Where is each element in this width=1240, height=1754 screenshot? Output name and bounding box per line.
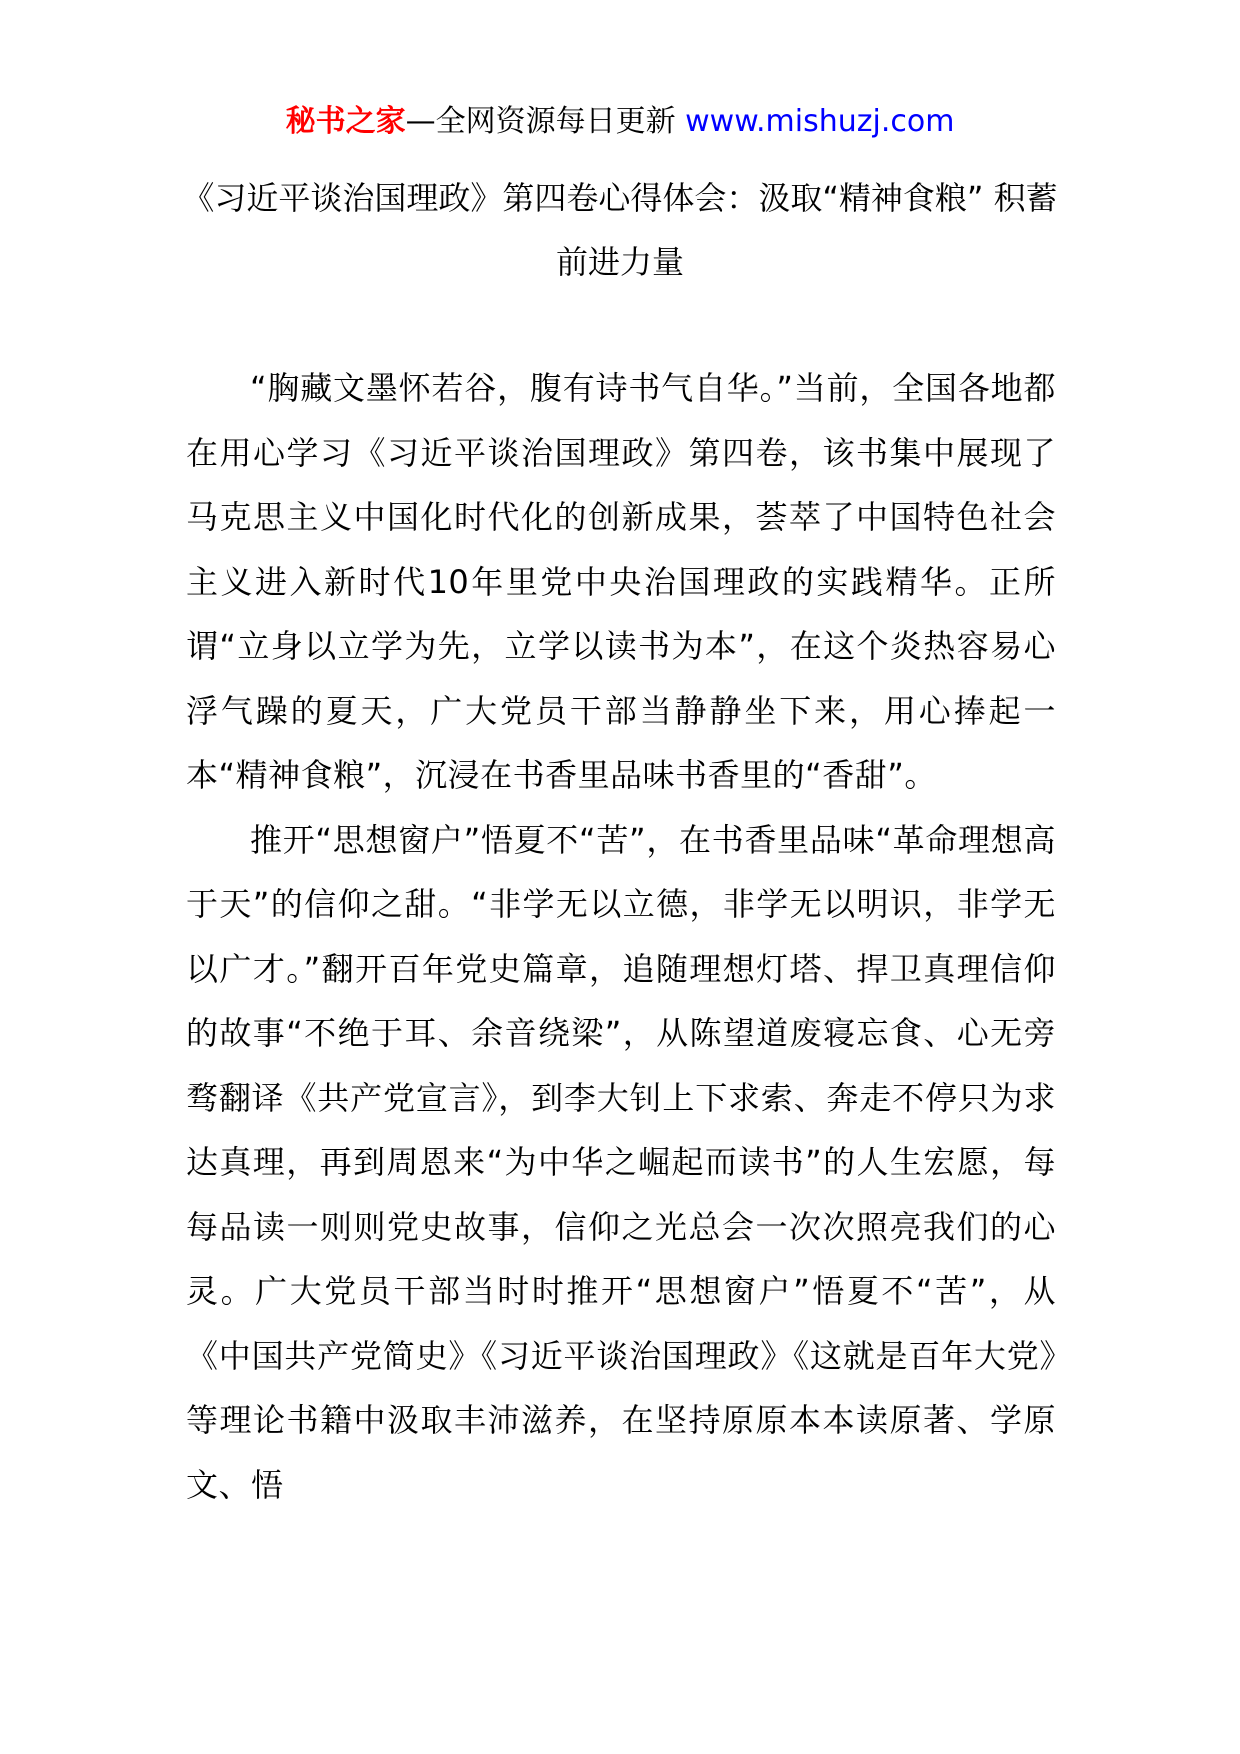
site-url-link[interactable]: www.mishuzj.com xyxy=(685,104,955,139)
paragraph: 推开“思想窗户”悟夏不“苦”，在书香里品味“革命理想高于天”的信仰之甜。“非学无以立德，非学无以明识，非学无以广才。”翻开百年党史篇章，追随理想灯塔、捍卫真理信仰的故事“不绝于耳、余音绕梁”，从陈望道废寝忘食、心无旁骛翻译《共产党宣言》，到李大钊上下求索、奔走不停只为求达真理，再到周恩来“为中华之崛起而读书”的人生宏愿，每每品读一则则党史故事，信仰之光总会一次次照亮我们的心灵。广大党员干部当时时推开“思想窗户”悟夏不“苦”，从《中国共产党简史》《习近平谈治国理政》《这就是百年大党》等理论书籍中汲取丰沛滋养，在坚持原原本本读原著、学原文、悟 xyxy=(186,820,1056,1504)
site-header xyxy=(0,100,1240,144)
site-tagline: —全网资源每日更新 xyxy=(405,104,686,139)
paragraph: “胸藏文墨怀若谷，腹有诗书气自华。”当前，全国各地都在用心学习《习近平谈治国理政》第四卷，该书集中展现了马克思主义中国化时代化的创新成果，荟萃了中国特色社会主义进入新时代10年里党中央治国理政的实践精华。正所谓“立身以立学为先，立学以读书为本”，在这个炎热容易心浮气躁的夏天，广大党员干部当静静坐下来，用心捧起一本“精神食粮”，沉浸在书香里品味书香里的“香甜”。 xyxy=(186,369,1056,794)
document-title: 《习近平谈治国理政》第四卷心得体会：汲取“精神食粮” 积蓄前进力量 xyxy=(182,179,1058,281)
document-body xyxy=(186,356,1056,1517)
site-brand: 秘书之家 xyxy=(285,104,406,139)
